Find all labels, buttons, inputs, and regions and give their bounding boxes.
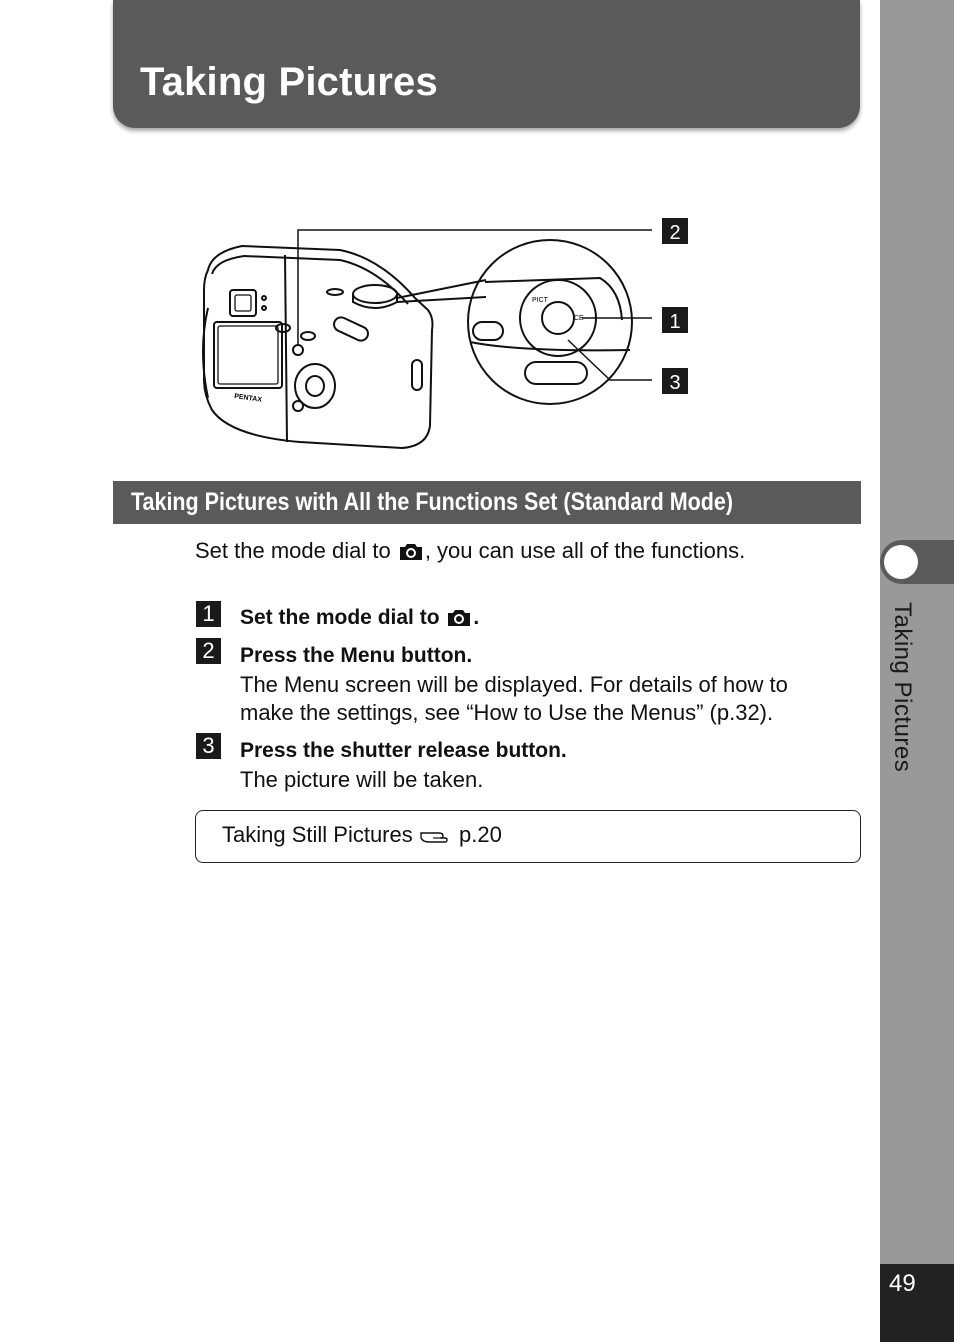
step-title: Press the shutter release button. [240,739,567,762]
step-body: The Menu screen will be displayed. For details of how to [240,672,788,697]
reference-text [222,822,502,848]
step-body: make the settings, see “How to Use the Menus” (p.32). [240,700,774,725]
intro-text [195,538,745,564]
dial-label-pict: PICT [532,297,548,304]
step-body: The picture will be taken. [240,767,484,792]
step-title [240,606,479,630]
side-tab-label: Taking Pictures [889,602,916,773]
step-number: 2 [196,638,221,664]
camera-mode-icon [445,607,473,629]
callout-2: 2 [669,222,681,244]
step-title-after: . [473,606,480,629]
side-tab-circle-icon [884,545,918,579]
camera-brand-label: PENTAX [233,393,263,404]
camera-mode-icon [397,541,425,563]
dial-label-ce: CE [574,315,584,322]
callout-1: 1 [669,311,681,333]
section-header [113,481,861,524]
intro-before: Set the mode dial to [195,538,391,563]
camera-illustration [190,210,700,460]
step-number: 3 [196,733,221,759]
section-title: Taking Pictures with All the Functions Set (Standard Mode) [131,488,734,516]
reference-page: p.20 [459,822,502,847]
step-title: Press the Menu button. [240,644,473,667]
intro-after: , you can use all of the functions. [424,538,746,563]
step-number: 1 [196,601,221,627]
page-number: 49 [889,1270,916,1297]
page-title: Taking Pictures [140,60,438,104]
step-title-before: Set the mode dial to [240,606,440,629]
page-header [113,0,860,128]
reference-box [195,810,861,863]
callout-3: 3 [669,372,681,394]
pointing-hand-icon [419,827,453,845]
reference-label: Taking Still Pictures [222,822,413,847]
